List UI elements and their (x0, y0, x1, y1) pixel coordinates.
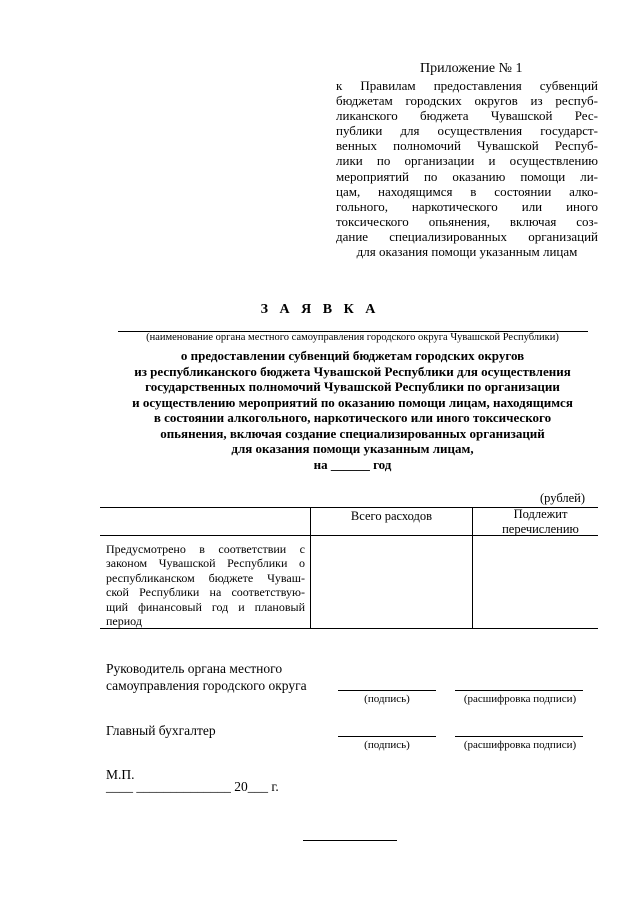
accountant-label: Главный бухгалтер (106, 723, 216, 738)
document-heading (0, 348, 640, 472)
heading-line: государственных полномочий Чувашской Республики по организации (145, 379, 560, 394)
appendix-line: цам, находящимся в состоянии алко- (336, 183, 598, 199)
appendix-line: бюджетам городских округов из респуб- (336, 93, 598, 109)
table-row-label (106, 542, 305, 628)
appendix-title: Приложение № 1 (420, 61, 523, 76)
units-label: (рублей) (540, 491, 586, 505)
head-signature-caption: (подпись) (364, 693, 410, 705)
heading-line: в состоянии алкогольного, наркотического или иного токсического (153, 410, 552, 425)
appendix-line: к Правилам предоставления субвенций (336, 78, 598, 93)
date-line: ____ ______________ 20___ г. (106, 779, 279, 794)
heading-line: на ______ год (313, 456, 392, 472)
row-label-line: республиканском бюджете Чуваш- (106, 570, 305, 585)
heading-line: опьянения, включая создание специализированных организаций (160, 425, 545, 441)
appendix-line: мероприятий по оказанию помощи ли- (336, 168, 598, 184)
row-label-line: щий финансовый год и плановый (106, 599, 305, 614)
table-header-total: Всего расходов (350, 509, 433, 523)
appendix-line: для оказания помощи указанным лицам (356, 244, 578, 260)
head-decoding-caption: (расшифровка подписи) (463, 693, 577, 705)
row-label-line: период (106, 614, 142, 629)
footer-separator (303, 840, 397, 841)
head-decoding-line (455, 690, 583, 691)
head-label-line-1: Руководитель органа местного (106, 661, 283, 676)
appendix-line: ликанского бюджета Чувашской Рес- (336, 108, 598, 124)
appendix-line: дание специализированных организаций (336, 228, 598, 244)
appendix-line: токсического опьянения, включая соз- (336, 213, 598, 229)
accountant-decoding-line (455, 736, 583, 737)
heading-line: о предоставлении субвенций бюджетам городских округов (180, 348, 525, 363)
accountant-signature-caption: (подпись) (364, 739, 410, 751)
table-column-divider (472, 507, 473, 629)
heading-line: для оказания помощи указанным лицам, (231, 441, 474, 456)
appendix-line: гольного, наркотического или иного (336, 198, 598, 214)
row-label-line: ской Республики на соответствую- (106, 585, 305, 600)
accountant-signature-line (338, 736, 436, 737)
organ-name-caption: (наименование органа местного самоуправления городского округа Чувашской Республики) (146, 332, 559, 343)
head-label-line-2: самоуправления городского округа (106, 678, 307, 693)
table-column-divider (310, 507, 311, 629)
subvention-table (100, 507, 598, 629)
appendix-text (336, 78, 598, 259)
appendix-line: публики для осуществления государст- (336, 123, 598, 139)
row-label-line: законом Чувашской Республики о (106, 556, 305, 571)
document-title: З А Я В К А (260, 302, 380, 317)
table-header-to-transfer: Подлежит перечислению (502, 507, 579, 536)
head-signature-line (338, 690, 436, 691)
stamp-label: М.П. (106, 767, 135, 782)
appendix-line: венных полномочий Чувашской Респуб- (336, 138, 598, 154)
row-label-line: Предусмотрено в соответствии с (106, 542, 305, 556)
appendix-line: лики по организации и осуществлению (336, 153, 598, 169)
accountant-decoding-caption: (расшифровка подписи) (463, 739, 577, 751)
heading-line: и осуществлению мероприятий по оказанию помощи лицам, находящимся (132, 394, 573, 410)
heading-line: из республиканского бюджета Чувашской Республики для осуществления (134, 363, 571, 379)
